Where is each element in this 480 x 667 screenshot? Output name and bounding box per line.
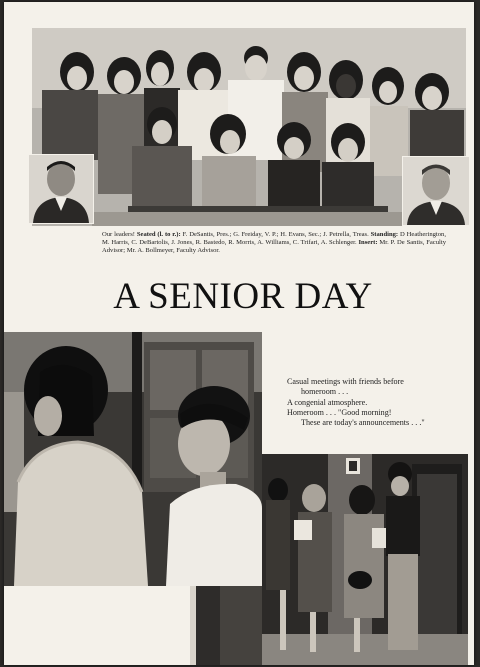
inset-portrait-left	[28, 154, 94, 224]
inset-portrait-right	[402, 156, 470, 226]
doorway-students-photo	[262, 454, 468, 665]
day-intro-text	[287, 377, 474, 428]
intro-line-4: Homeroom . . . "Good morning!	[287, 407, 392, 417]
hallway-students-photo	[4, 332, 262, 586]
caption-standing-label: Standing:	[370, 231, 399, 238]
bottom-strip-photo	[190, 586, 262, 665]
caption-standing-text: D Heatherington, M. Harris, C. DeBartolis, J. Jones, R. Bastedo, R. Morris, A. Williams, C. Trifari, A. Schlenger.	[102, 231, 447, 247]
caption-insert-label: Insert:	[358, 239, 378, 247]
intro-line-1: Casual meetings with friends before	[287, 377, 404, 386]
intro-line-5: These are today's announcements . . ."	[301, 418, 425, 428]
intro-line-3: A congenial atmosphere.	[287, 397, 368, 407]
caption-seated-label: Seated (l. to r.):	[136, 231, 181, 238]
club-photo-caption	[102, 231, 446, 256]
caption-seated-text: F. DeSantis, Pres.; G. Freiday, V. P.; H. Evans, Sec.; J. Petrella, Treas.	[180, 231, 371, 238]
caption-insert-text: Mr. P. De Santis, Faculty Advisor; Mr. A. Bollmeyer, Faculty Advisor.	[102, 239, 446, 255]
club-group-photo	[32, 28, 466, 226]
caption-intro: Our leaders!	[102, 231, 137, 238]
intro-line-2: homeroom . . .	[301, 387, 349, 397]
yearbook-page	[4, 2, 474, 665]
section-title: A SENIOR DAY	[113, 276, 373, 317]
